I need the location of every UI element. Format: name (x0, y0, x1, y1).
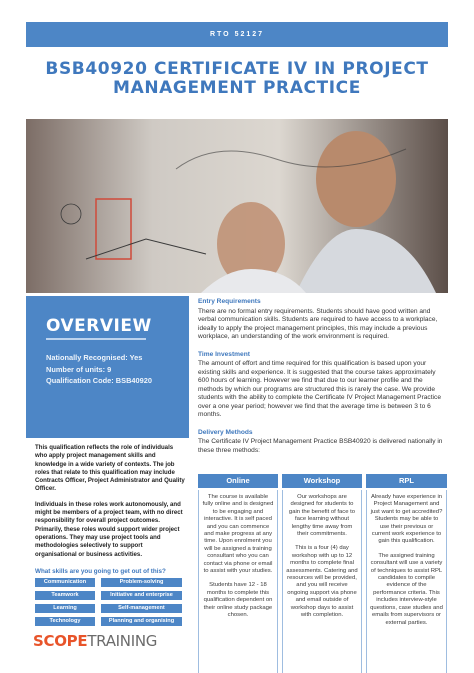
scope-training-logo (33, 632, 157, 650)
method-rpl-text-1: Already have experience in Project Management and just want to get accredited? Students may be able to use their previous or current work experience to gain this qualification. (370, 494, 443, 545)
method-workshop-text-2: This is a four (4) day workshop with up to 12 months to complete final assessments. Catering and resources will be provided, and you will receive ongoing support via phone and email outside of workshop days to assist with completion. (286, 545, 358, 619)
method-online-text-2: Students have 12 - 18 months to complete this qualification dependent on their online study package chosen. (203, 582, 273, 619)
method-online (198, 474, 278, 673)
overview-panel (26, 296, 189, 438)
hero-illustration (26, 119, 448, 293)
time-text: The amount of effort and time required for this qualification is based upon your existing skills and experience. It is suggested that the course takes approximately 600 hours of learning. However we find that due to our learner profile and the methods by which our programs are structured this is rarely the case. We provide students with the ability to complete the Certificate IV Project Management Practice over a one year period; however we find that the average time is between 3 to 6 months. (198, 360, 441, 418)
intro-text (35, 444, 185, 566)
method-rpl (366, 474, 447, 673)
method-online-text-1: The course is available fully online and is designed to be engaging and interactive. It is self paced and you can commence and make progress at any time. Upon enrolment you will be assigned a training consultant who you can contact via phone or email to assist with your studies. (202, 494, 274, 575)
method-workshop-body (282, 490, 362, 673)
rto-banner (26, 22, 448, 47)
method-rpl-text-2: The assigned training consultant will use a variety of techniques to assist RPL candidates to compile evidence of the performance criteria. This includes interview-style questions, case studies and emails from supervisors or external parties. (370, 552, 443, 626)
nationally-recognised: Nationally Recognised: Yes (46, 353, 143, 362)
method-online-body (198, 490, 278, 673)
skill-tag: Problem-solving (101, 578, 182, 587)
page-title-line-1: BSB40920 CERTIFICATE IV IN PROJECT (45, 59, 429, 79)
page-title (30, 60, 444, 98)
method-workshop (282, 474, 362, 673)
logo-scope: SCOPE (33, 632, 88, 650)
hero-photo (26, 119, 448, 293)
method-rpl-header: RPL (366, 474, 447, 488)
method-workshop-text-1: Our workshops are designed for students to gain the benefit of face to face learning without lengthy time away from their commitments. (288, 494, 356, 538)
qualification-code: Qualification Code: BSB40920 (46, 376, 152, 385)
qualification-summary (46, 352, 152, 387)
method-online-header: Online (198, 474, 278, 488)
skill-tag: Learning (35, 604, 95, 613)
overview-divider (46, 338, 146, 340)
skill-tag: Technology (35, 617, 95, 626)
skill-tag: Planning and organising (101, 617, 182, 626)
overview-heading: OVERVIEW (46, 316, 152, 336)
skills-grid (35, 578, 182, 626)
intro-paragraph-1: This qualification reflects the role of individuals who apply project management skills and knowledge in a wide variety of contexts. The job roles that relate to this qualification may include Contracts Officer, Project Administrator and Quality Officer. (35, 444, 185, 493)
rto-number: RTO 52127 (209, 31, 265, 38)
skill-tag: Initiative and enterprise (101, 591, 182, 600)
entry-heading: Entry Requirements (198, 298, 261, 305)
method-workshop-header: Workshop (282, 474, 362, 488)
entry-text: There are no formal entry requirements. Students should have good written and verbal communication skills. Students are required to have access to a workplace, ideally to apply the project management principles, this may include a previous workplace, an understanding of the work environment is required. (198, 307, 438, 340)
delivery-methods-table (198, 474, 447, 673)
skills-question: What skills are you going to get out of this? (35, 568, 166, 575)
page-title-line-2: MANAGEMENT PRACTICE (113, 78, 361, 98)
logo-training: TRAINING (87, 632, 158, 650)
skill-tag: Communication (35, 578, 95, 587)
skill-tag: Teamwork (35, 591, 95, 600)
method-rpl-body (366, 490, 447, 673)
number-of-units: Number of units: 9 (46, 364, 112, 374)
skill-tag: Self-management (101, 604, 182, 613)
delivery-text: The Certificate IV Project Management Practice BSB40920 is delivered nationally in these three methods: (198, 438, 443, 454)
intro-paragraph-2: Individuals in these roles work autonomously, and might be members of a project team, with no direct responsibility for overall project outcomes. Primarily, these roles would support wider project operations. They may use project tools and methodologies selectively to support organisational or business activities. (35, 500, 183, 558)
delivery-heading: Delivery Methods (198, 428, 253, 436)
details-column (198, 298, 446, 464)
time-heading: Time Investment (198, 350, 250, 358)
